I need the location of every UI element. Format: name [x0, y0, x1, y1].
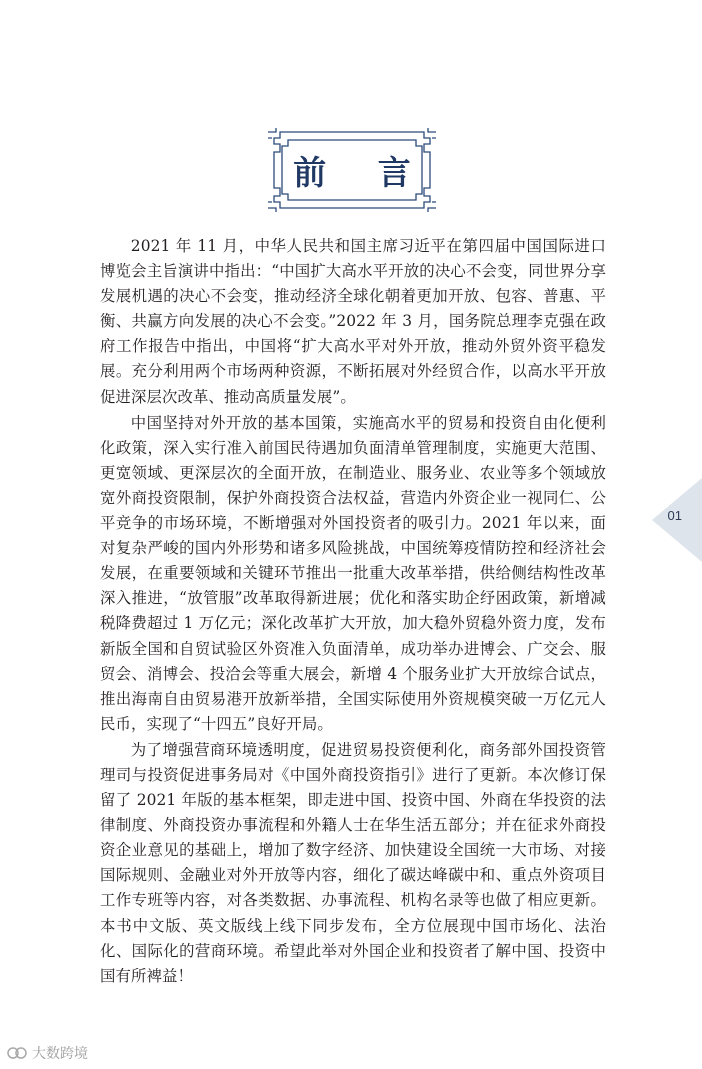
- title-frame: [268, 128, 436, 212]
- watermark-text: 大数跨境: [32, 1045, 88, 1061]
- paragraph-1: 2021 年 11 月，中华人民共和国主席习近平在第四届中国国际进口博览会主旨演讲中指出：“中国扩大高水平开放的决心不会变，同世界分享发展机遇的决心不会变，推动经济全球化朝着更加开放、包容、普惠、平衡、共赢方向发展的决心不会变。”2022 年 3 月，国务院总理李克强在政府工作报告中指出，中国将“扩大高水平对外开放，推动外贸外资平稳发展。充分利用两个市场两种资源，不断拓展对外经贸合作，以高水平开放促进深层次改革、推动高质量发展”。: [100, 237, 606, 406]
- page-number: 01: [667, 508, 682, 523]
- paragraph-3: 为了增强营商环境透明度，促进贸易投资便利化，商务部外国投资管理司与投资促进事务局对《中国外商投资指引》进行了更新。本次修订保留了 2021 年版的基本框架，即走进中国、投资中国、外商在华投资的法律制度、外商投资办事流程和外籍人士在华生活五部分；并在征求外商投资企业意见的基础上，增加了数字经济、加快建设全国统一大市场、对接国际规则、金融业对外开放等内容，细化了碳达峰碳中和、重点外资项目工作专班等内容，对各类数据、办事流程、机构名录等也做了相应更新。本书中文版、英文版线上线下同步发布，全方位展现中国市场化、法治化、国际化的营商环境。希望此举对外国企业和投资者了解中国、投资中国有所裨益！: [100, 740, 606, 985]
- watermark: [6, 1043, 88, 1063]
- preface-body: [100, 234, 606, 990]
- page-title: 前 言: [293, 152, 431, 192]
- paragraph-2: 中国坚持对外开放的基本国策，实施高水平的贸易和投资自由化便利化政策，深入实行准入前国民待遇加负面清单管理制度，实施更大范围、更宽领域、更深层次的全面开放，在制造业、服务业、农业等多个领域放宽外商投资限制，保护外商投资合法权益，营造内外资企业一视同仁、公平竞争的市场环境，不断增强对外国投资者的吸引力。2021 年以来，面对复杂严峻的国内外形势和诸多风险挑战，中国统筹疫情防控和经济社会发展，在重要领域和关键环节推出一批重大改革举措，供给侧结构性改革深入推进，“放管服”改革取得新进展；优化和落实助企纾困政策，新增减税降费超过 1 万亿元；深化改革扩大开放，加大稳外贸稳外资力度，发布新版全国和自贸试验区外资准入负面清单，成功举办进博会、广交会、服贸会、消博会、投洽会等重大展会，新增 4 个服务业扩大开放综合试点，推出海南自由贸易港开放新举措，全国实际使用外资规模突破一万亿元人民币，实现了“十四五”良好开局。: [100, 413, 606, 733]
- watermark-logo-icon: [6, 1046, 28, 1060]
